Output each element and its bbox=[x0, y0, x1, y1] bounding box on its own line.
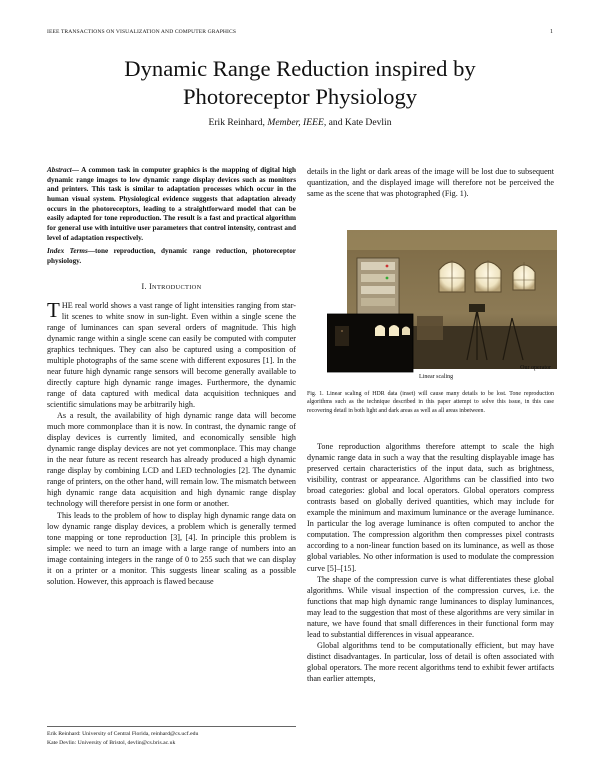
right-paragraph-3: Global algorithms tend to be computationally efficient, but may have distinct disadvantages. In particular, loss of detail is often associated with global operators. The more recent algorithms tend to exhibit fewer artifacts than earlier attempts, bbox=[307, 640, 554, 683]
left-column bbox=[47, 166, 296, 587]
index-terms-text: —tone reproduction, dynamic range reduction, photoreceptor physiology. bbox=[47, 247, 296, 265]
label-linear-scaling: Linear scaling bbox=[419, 374, 454, 380]
section-heading-introduction bbox=[47, 281, 296, 293]
equipment-rack bbox=[357, 258, 399, 316]
drop-cap-lead: HE bbox=[61, 300, 73, 310]
page-number: 1 bbox=[550, 29, 553, 35]
index-terms bbox=[47, 247, 296, 266]
author-line bbox=[40, 117, 560, 128]
index-terms-label: Index Terms bbox=[47, 247, 88, 256]
intro-paragraph-1 bbox=[47, 297, 296, 410]
paper-title bbox=[40, 55, 560, 111]
author-reinhard: Erik Reinhard, bbox=[208, 117, 265, 128]
section-numeral: I. bbox=[141, 281, 147, 291]
footnote bbox=[47, 726, 296, 747]
drop-cap: T bbox=[47, 297, 60, 322]
figure-1-image bbox=[327, 230, 557, 383]
title-line-1: Dynamic Range Reduction inspired by bbox=[124, 56, 476, 81]
title-line-2: Photoreceptor Physiology bbox=[182, 84, 418, 109]
author-membership: Member, IEEE, bbox=[267, 117, 327, 128]
right-paragraph-2: The shape of the compression curve is what differentiates these global algorithms. While visual inspection of the compression curves, i.e. the functions that map high dynamic range luminances to display luminances, may lead to the suggestion that most of these algorithms are very similar in nature, we have found that small differences in their functional form may lead to substantial differences in visual appearance. bbox=[307, 574, 554, 639]
intro-p1-text: real world shows a vast range of light intensities ranging from star-lit scenes to white snow in sun-light. Even within a single scene the range of luminances can span several orders of magnitude. This high dynamic range within a single scene can easily be computed with computer graphics techniques. They can also be captured using a composition of multiple photographs of the same scene with different exposures [1]. In the near future high dynamic range sensors will become generally available to directly capture high dynamic range images. Furthermore, the dynamic range of data captured with medical data acquisition techniques and scientific simulations may be arbitrarily high. bbox=[47, 300, 296, 410]
figure-1-caption: Fig. 1. Linear scaling of HDR data (inset) will cause many details to be lost. Tone reproduction algorithms such as the technique described in this paper attempt to solve this issue, in this case recovering detail in both light and dark areas as well as all areas inbetween. bbox=[307, 391, 554, 414]
right-column-body bbox=[307, 441, 554, 684]
intro-paragraph-3: This leads to the problem of how to display high dynamic range data on low dynamic range display devices, a problem which is generally termed tone mapping or tone reproduction [3], [4]. In principle this problem is simple: we need to turn an image with a large range of numbers into an image containing integers in the range of 0 to 255 such that we can display it on a printer or a monitor. This suggests linear scaling as a possible solution. However, this approach is flawed because bbox=[47, 510, 296, 586]
footnote-devlin: Kate Devlin: University of Bristol, devlin@cs.bris.ac.uk bbox=[47, 739, 176, 746]
abstract-label: Abstract bbox=[47, 166, 72, 174]
footnote-reinhard: Erik Reinhard: University of Central Florida, reinhard@cs.ucf.edu bbox=[47, 731, 199, 737]
author-devlin: and Kate Devlin bbox=[328, 117, 392, 128]
intro-paragraph-2: As a result, the availability of high dynamic range data will become much more commonplace than it is now. In contrast, the dynamic range of display devices is currently limited, and economically sensible high dynamic range display devices are not yet commonplace. This may change in the near future as recent research has already produced a high dynamic range display by combining LCD and LED technologies [2]. The dynamic range of printers, on the other hand, will remain low. The mismatch between high dynamic range data acquisition and high dynamic range display technology will therefore persist in one form or another. bbox=[47, 411, 296, 509]
figure-1 bbox=[327, 230, 557, 383]
right-column-top bbox=[307, 166, 554, 199]
abstract-text: — A common task in computer graphics is the mapping of digital high dynamic range images to low dynamic range display devices such as monitors and printers. This task is similar to adaptation processes which occur in the human visual system. Physiological evidence suggests that adaptation already occurs in the photoreceptors, leading to a straightforward model that can be easily adapted for tone reproduction. The result is a fast and practical algorithm for general use with intuitive user parameters that control intensity, contrast and level of adaptation respectively. bbox=[47, 166, 296, 242]
linear-scaling-inset bbox=[327, 314, 413, 372]
section-initial: I bbox=[149, 281, 153, 291]
running-head: IEEE TRANSACTIONS ON VISUALIZATION AND COMPUTER GRAPHICS bbox=[47, 29, 237, 35]
label-our-operator: Our operator bbox=[520, 365, 551, 371]
abstract bbox=[47, 166, 296, 243]
section-rest: NTRODUCTION bbox=[152, 283, 202, 291]
right-top-paragraph: details in the light or dark areas of the image will be lost due to subsequent quantization, and the displayed image will therefore not be perceived the same as the scene that was photographed (Fig. 1). bbox=[307, 167, 554, 199]
right-paragraph-1: Tone reproduction algorithms therefore attempt to scale the high dynamic range data in such a way that the resulting displayable image has preserved certain characteristics of the input data, such as brightness, visibility, contrast or appearance. Algorithms can be classified into two broad categories: global and local operators. Global operators compress contrasts based on globally derived quantities, which may include for example the minimum and maximum luminance or the average luminance. In particular the log average luminance is often computed to anchor the computation. The compression algorithm then compresses pixel contrasts according to a non-linear function based on its luminance, as well as those global variables. No other information is used to modulate the compression curve [5]–[15]. bbox=[307, 442, 554, 573]
